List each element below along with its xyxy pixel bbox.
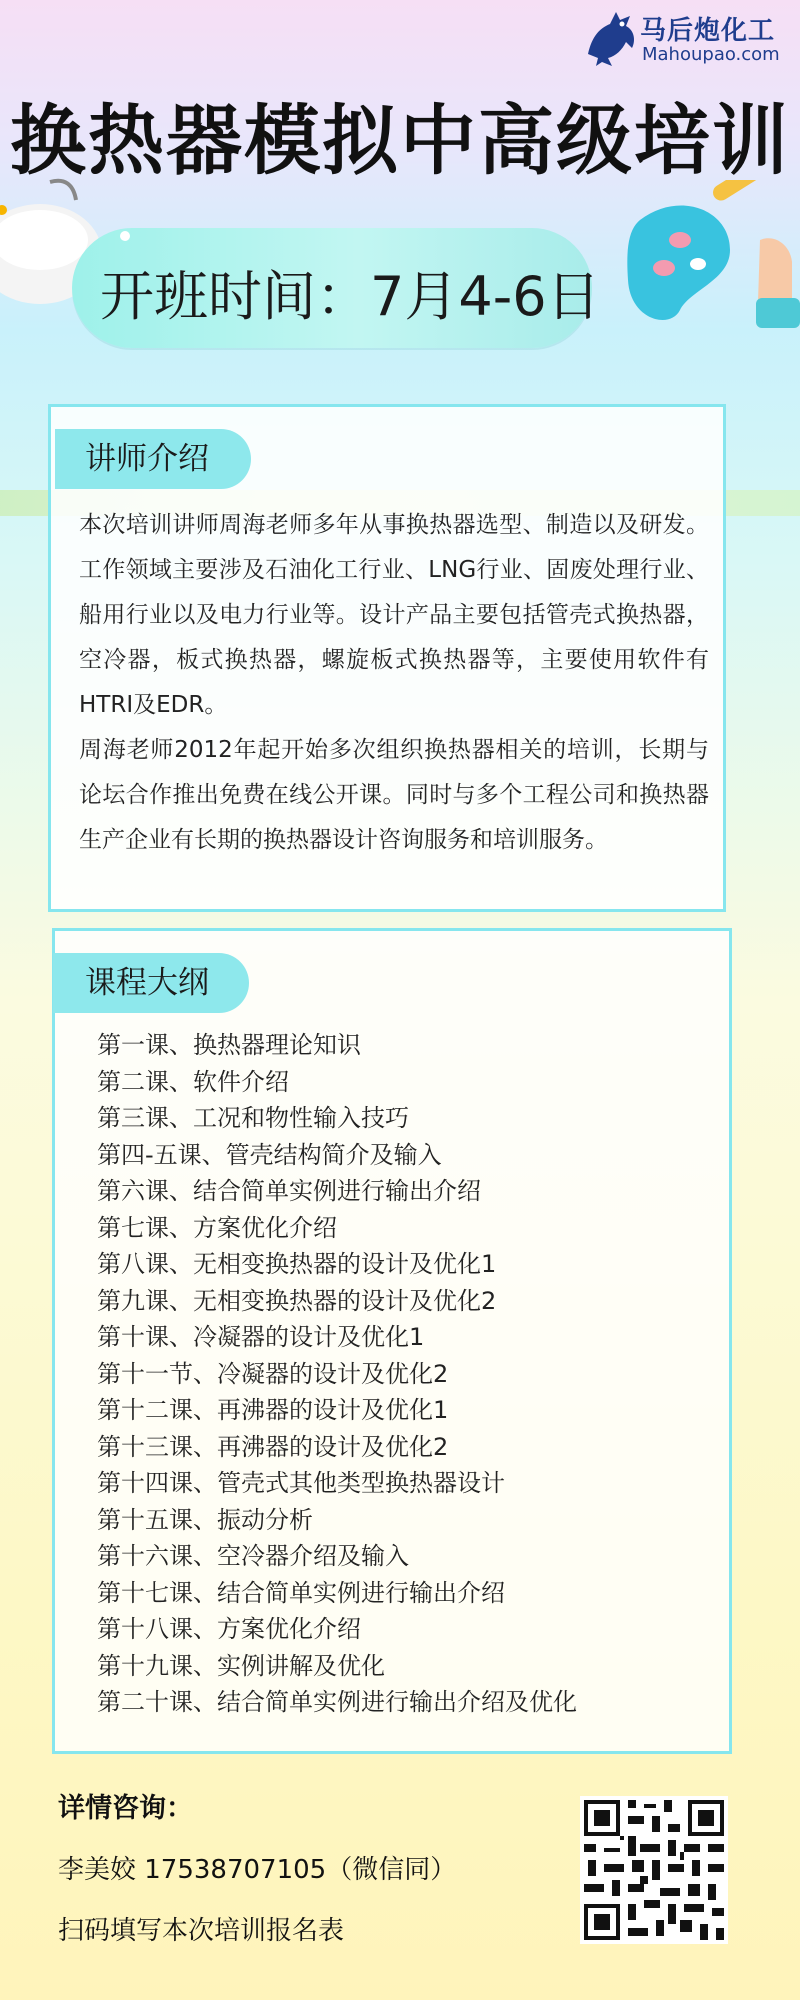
outline-item: 第二课、软件介绍 bbox=[97, 1067, 289, 1096]
contact-heading: 详情咨询： bbox=[58, 1793, 193, 1824]
outline-heading: 课程大纲 bbox=[53, 953, 249, 1013]
outline-item: 第十四课、管壳式其他类型换热器设计 bbox=[97, 1469, 505, 1497]
page-title: 换热器模拟中高级培训 bbox=[10, 96, 790, 185]
outline-item: 第十七课、结合简单实例进行输出介绍 bbox=[97, 1578, 505, 1607]
schedule-pill bbox=[72, 228, 601, 348]
horse-logo-icon bbox=[582, 6, 642, 68]
outline-item: 第六课、结合简单实例进行输出介绍 bbox=[97, 1177, 481, 1205]
brand-logo[interactable] bbox=[582, 6, 792, 70]
schedule-text: 开班时间：7月4-6日 bbox=[100, 265, 601, 328]
outline-item: 第二十课、结合简单实例进行输出介绍及优化 bbox=[97, 1688, 577, 1716]
qr-hint: 扫码填写本次培训报名表 bbox=[58, 1916, 345, 1946]
bio-paragraph: 本次培训讲师周海老师多年从事换热器选型、制造以及研发。工作领域主要涉及石油化工行业、LNG行业、固废处理行业、船用行业以及电力行业等。设计产品主要包括管壳式换热器，空冷器，板式换热器，螺旋板式换热器等，主要使用软件有HTRI及EDR。 bbox=[79, 512, 709, 718]
outline-item: 第十六课、空冷器介绍及输入 bbox=[97, 1542, 409, 1570]
outline-item: 第十三课、再沸器的设计及优化2 bbox=[97, 1432, 449, 1461]
lecturer-bio bbox=[79, 503, 709, 863]
logo-name: 马后炮化工 bbox=[640, 16, 776, 46]
paint-palette-icon bbox=[620, 180, 800, 350]
outline-item: 第十课、冷凝器的设计及优化1 bbox=[97, 1323, 425, 1351]
lecturer-card bbox=[48, 404, 726, 912]
outline-item: 第十八课、方案优化介绍 bbox=[97, 1615, 361, 1643]
logo-domain: Mahoupao.com bbox=[642, 44, 780, 65]
contact-section bbox=[58, 1786, 456, 1947]
outline-item: 第八课、无相变换热器的设计及优化1 bbox=[97, 1250, 497, 1278]
contact-phone[interactable]: 李美姣 17538707105（微信同） bbox=[58, 1855, 457, 1885]
lecturer-heading: 讲师介绍 bbox=[55, 429, 251, 489]
outline-item: 第一课、换热器理论知识 bbox=[97, 1031, 361, 1059]
outline-item: 第九课、无相变换热器的设计及优化2 bbox=[97, 1286, 497, 1315]
bio-paragraph: 周海老师2012年起开始多次组织换热器相关的培训，长期与论坛合作推出免费在线公开课。同时与多个工程公司和换热器生产企业有长期的换热器设计咨询服务和培训服务。 bbox=[79, 737, 709, 853]
outline-item: 第十一节、冷凝器的设计及优化2 bbox=[97, 1359, 449, 1388]
outline-card bbox=[52, 928, 732, 1754]
outline-item: 第七课、方案优化介绍 bbox=[97, 1213, 337, 1242]
outline-list bbox=[97, 1027, 577, 1721]
outline-item: 第十五课、振动分析 bbox=[97, 1505, 313, 1534]
qr-code-icon[interactable] bbox=[580, 1796, 728, 1944]
pill-dot bbox=[120, 231, 130, 241]
outline-item: 第四-五课、管壳结构简介及输入 bbox=[97, 1140, 442, 1169]
outline-item: 第三课、工况和物性输入技巧 bbox=[97, 1104, 409, 1132]
outline-item: 第十九课、实例讲解及优化 bbox=[97, 1651, 385, 1680]
outline-item: 第十二课、再沸器的设计及优化1 bbox=[97, 1396, 449, 1424]
